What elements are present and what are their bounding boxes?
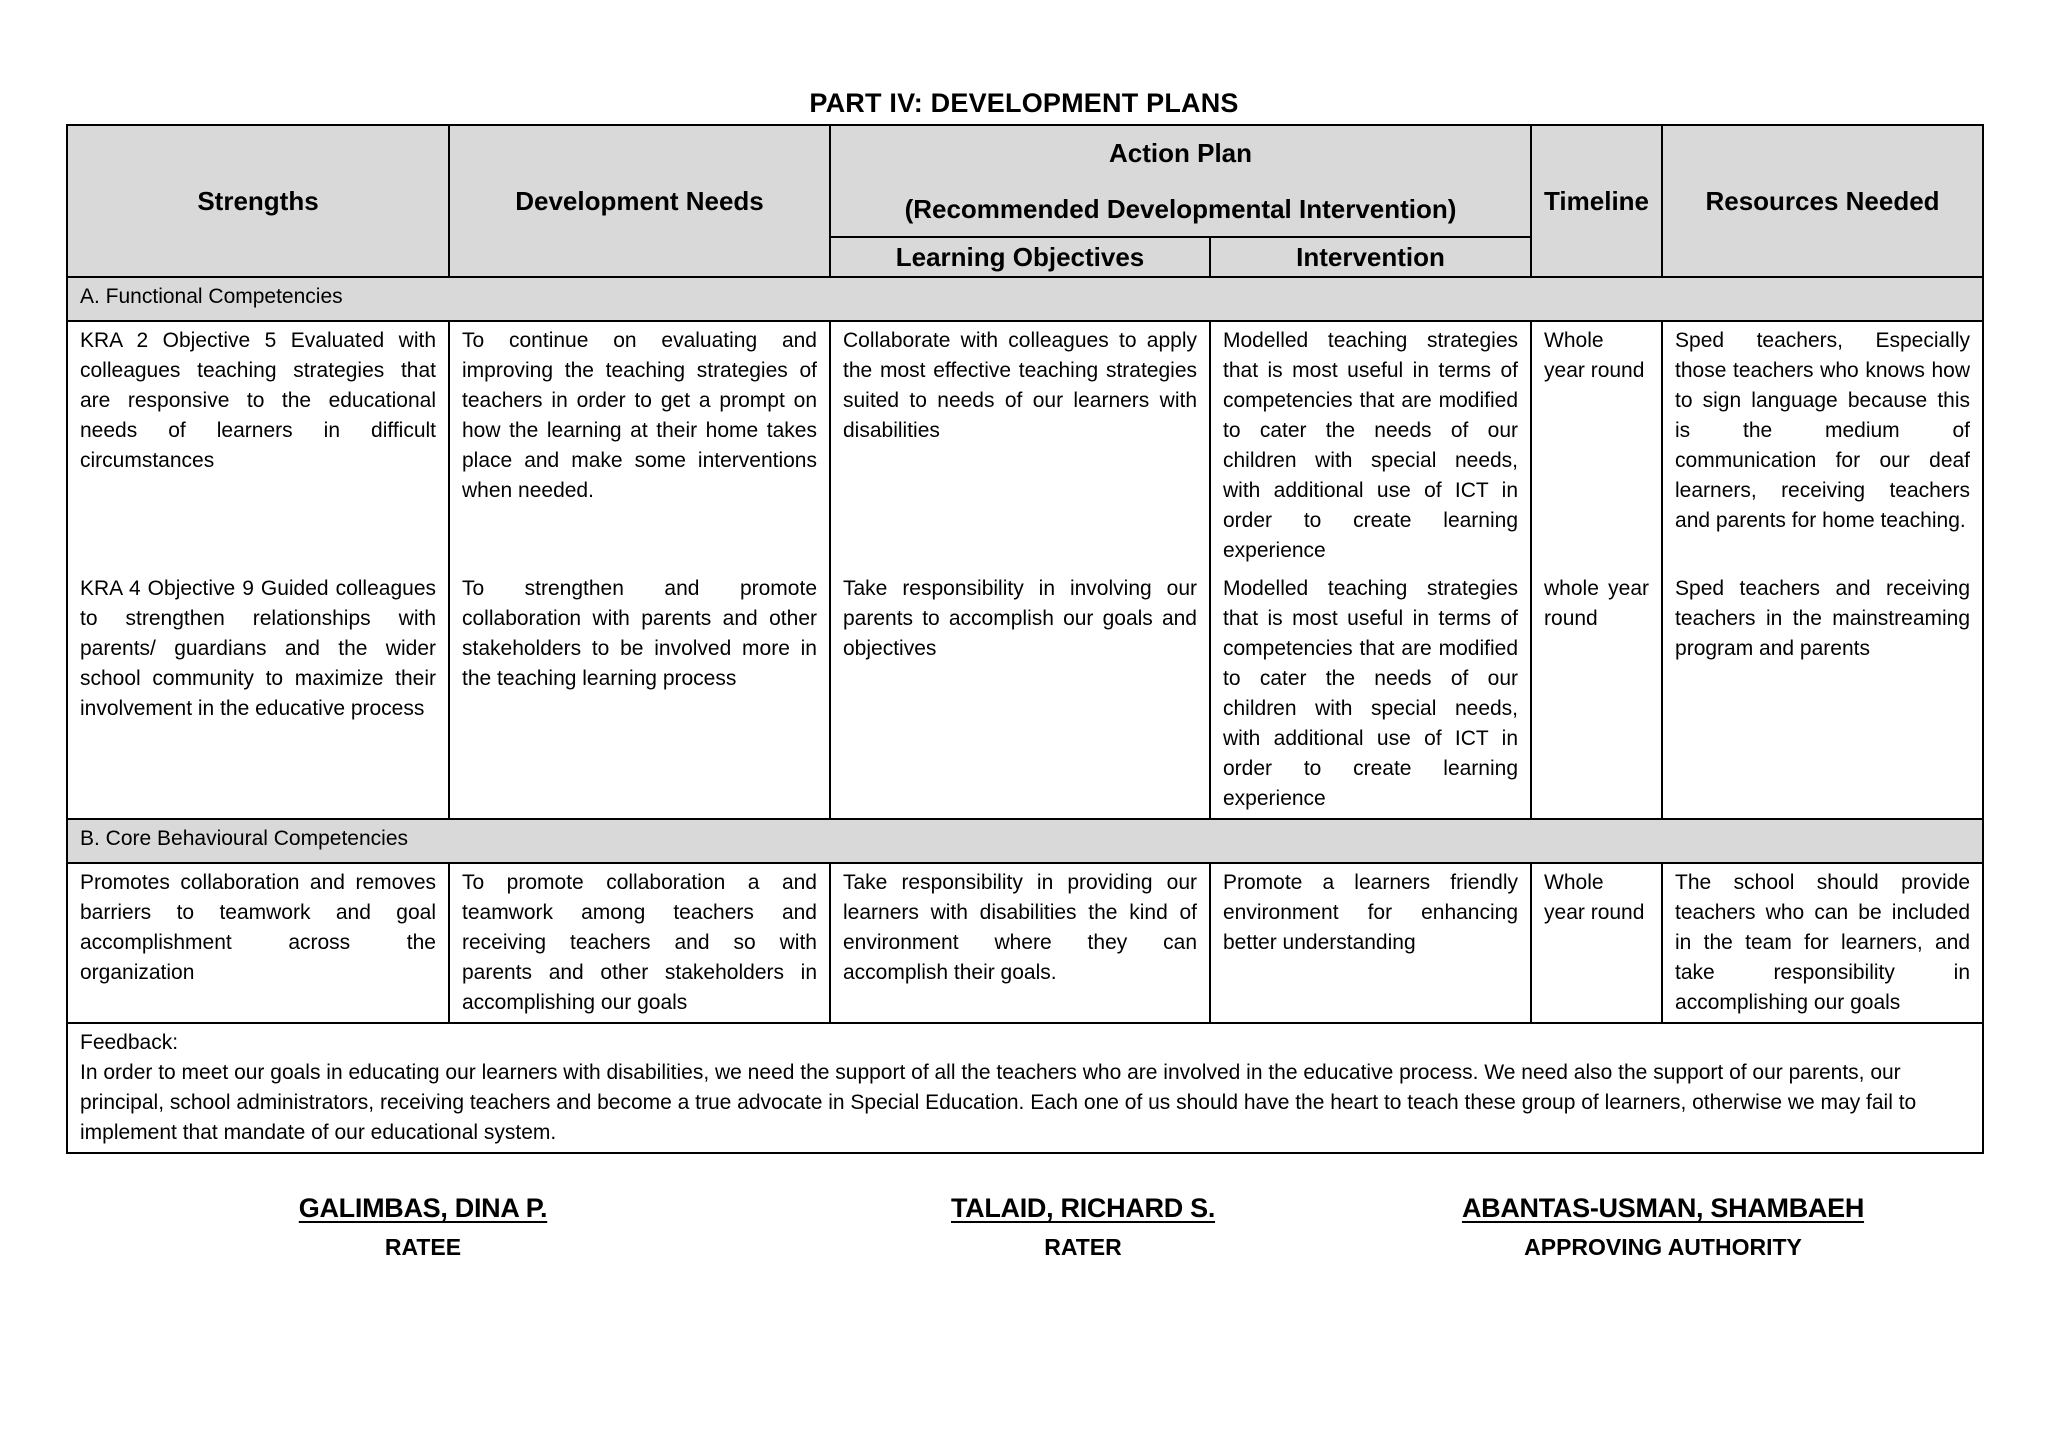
signatory-role: RATER	[1044, 1234, 1122, 1260]
action-plan-title: Action Plan	[1109, 138, 1253, 168]
section-core-behavioural-competencies: B. Core Behavioural Competencies	[67, 819, 1983, 863]
header-development-needs: Development Needs	[449, 125, 830, 277]
cell-timeline: Whole year round	[1531, 863, 1662, 1023]
cell-strengths: KRA 2 Objective 5 Evaluated with colleagues teaching strategies that are responsive to the educational needs of learners in difficult circumstances	[67, 321, 449, 570]
signatory-name: TALAID, RICHARD S.	[950, 1193, 1216, 1223]
cell-learning-objectives: Collaborate with colleagues to apply the most effective teaching strategies suited to needs of our learners with disabilities	[830, 321, 1210, 570]
action-plan-subtitle: (Recommended Developmental Intervention)	[904, 194, 1457, 224]
cell-resources: Sped teachers, Especially those teachers who knows how to sign language because this is the medium of communication for our deaf learners, receiving teachers and parents for home teaching.	[1662, 321, 1983, 570]
signatory-name: GALIMBAS, DINA P.	[298, 1193, 548, 1223]
table-row	[67, 570, 1983, 819]
table-row	[67, 863, 1983, 1023]
header-action-plan	[830, 125, 1531, 237]
header-strengths: Strengths	[67, 125, 449, 277]
cell-development-needs: To continue on evaluating and improving the teaching strategies of teachers in order to get a prompt on how the learning at their home takes place and make some interventions when needed.	[449, 321, 830, 570]
cell-resources: Sped teachers and receiving teachers in the mainstreaming program and parents	[1662, 570, 1983, 819]
cell-intervention: Promote a learners friendly environment for enhancing better understanding	[1210, 863, 1531, 1023]
cell-development-needs: To strengthen and promote collaboration with parents and other stakeholders to be involved more in the teaching learning process	[449, 570, 830, 819]
section-functional-competencies: A. Functional Competencies	[67, 277, 1983, 321]
development-plan-table	[66, 124, 1984, 1154]
header-intervention: Intervention	[1210, 237, 1531, 277]
feedback-box	[67, 1023, 1983, 1153]
signatory-approving-authority	[1383, 1190, 1943, 1264]
cell-intervention: Modelled teaching strategies that is most useful in terms of competencies that are modified to cater the needs of our children with special needs, with additional use of ICT in order to create learning experience	[1210, 570, 1531, 819]
table-row	[67, 321, 1983, 570]
cell-strengths: KRA 4 Objective 9 Guided colleagues to strengthen relationships with parents/ guardians and the wider school community to maximize their involvement in the educative process	[67, 570, 449, 819]
cell-learning-objectives: Take responsibility in providing our learners with disabilities the kind of environment where they can accomplish their goals.	[830, 863, 1210, 1023]
page-title: PART IV: DEVELOPMENT PLANS	[809, 88, 1239, 118]
feedback-label: Feedback:	[80, 1031, 179, 1054]
header-timeline: Timeline	[1531, 125, 1662, 277]
cell-timeline: whole year round	[1531, 570, 1662, 819]
signatory-rater	[803, 1190, 1363, 1264]
feedback-text: In order to meet our goals in educating our learners with disabilities, we need the support of all the teachers who are involved in the educative process. We need also the support of our parents, our principal, school administrators, receiving teachers and become a true advocate in Special Education. Each one of us should have the heart to teach these group of learners, otherwise we may fail to implement that mandate of our educational system.	[80, 1061, 1917, 1144]
cell-intervention: Modelled teaching strategies that is most useful in terms of competencies that are modified to cater the needs of our children with special needs, with additional use of ICT in order to create learning experience	[1210, 321, 1531, 570]
feedback-row	[67, 1023, 1983, 1153]
header-resources-needed: Resources Needed	[1662, 125, 1983, 277]
signatory-ratee	[143, 1190, 703, 1264]
signatory-name: ABANTAS-USMAN, SHAMBAEH	[1461, 1193, 1865, 1223]
cell-learning-objectives: Take responsibility in involving our parents to accomplish our goals and objectives	[830, 570, 1210, 819]
cell-strengths: Promotes collaboration and removes barriers to teamwork and goal accomplishment across the organization	[67, 863, 449, 1023]
header-learning-objectives: Learning Objectives	[830, 237, 1210, 277]
signatory-role: RATEE	[384, 1234, 462, 1260]
cell-development-needs: To promote collaboration a and teamwork among teachers and receiving teachers and so with parents and other stakeholders in accomplishing our goals	[449, 863, 830, 1023]
cell-resources: The school should provide teachers who can be included in the team for learners, and take responsibility in accomplishing our goals	[1662, 863, 1983, 1023]
cell-timeline: Whole year round	[1531, 321, 1662, 570]
signatory-role: APPROVING AUTHORITY	[1524, 1234, 1802, 1260]
